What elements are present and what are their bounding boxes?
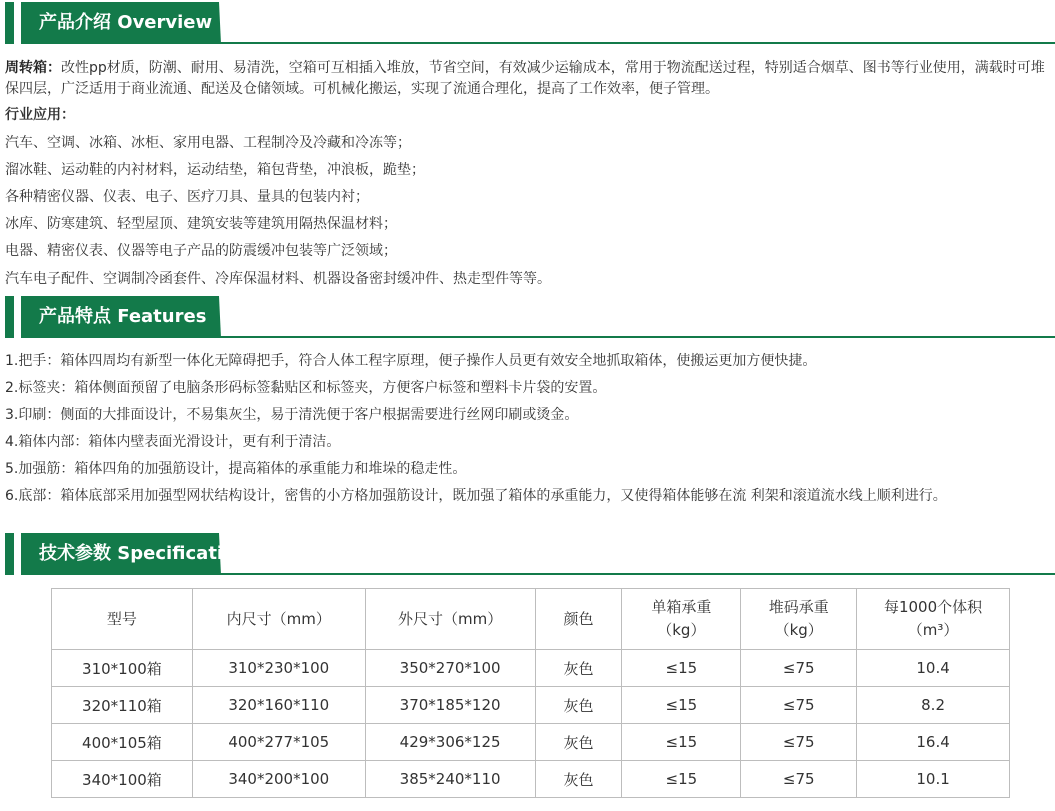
table-cell: 16.4 [857, 724, 1010, 761]
application-item: 冰库、防寒建筑、轻型屋顶、建筑安装等建筑用隔热保温材料； [5, 216, 397, 232]
table-row [52, 650, 1010, 687]
table-cell: 10.4 [857, 650, 1010, 687]
table-header-row [52, 589, 1010, 650]
specs-title: 技术参数 Specifications [39, 543, 259, 564]
specs-header [0, 533, 1055, 575]
table-cell: 320*110箱 [52, 687, 193, 724]
feature-item: 2.标签夹：箱体侧面预留了电脑条形码标签黏贴区和标签夹，方便客户标签和塑料卡片袋的安置。 [5, 380, 607, 396]
table-row [52, 724, 1010, 761]
table-cell: 灰色 [535, 687, 622, 724]
column-header-volume: 每1000个体积 （m³） [857, 589, 1010, 650]
application-item: 溜冰鞋、运动鞋的内衬材料，运动结垫，箱包背垫，冲浪板，跪垫； [5, 162, 425, 178]
table-cell: 400*277*105 [192, 724, 365, 761]
specs-table [51, 588, 1010, 798]
table-cell: 灰色 [535, 761, 622, 798]
intro-label: 周转箱： [5, 60, 61, 76]
feature-item: 4.箱体内部：箱体内壁表面光滑设计，更有利于清洁。 [5, 434, 341, 450]
table-cell: 385*240*110 [365, 761, 535, 798]
table-cell: 310*100箱 [52, 650, 193, 687]
application-item: 汽车、空调、冰箱、冰柜、家用电器、工程制冷及冷藏和冷冻等； [5, 135, 411, 151]
intro-text: 改性pp材质，防潮、耐用、易清洗，空箱可互相插入堆放，节省空间，有效减少运输成本，常用于物流配送过程，特别适合烟草、图书等行业使用，满载时可堆保四层，广泛适用于商业流通、配送及仓储领域。可机械化搬运，实现了流通合理化，提高了工作效率，便子管理。 [5, 60, 1045, 97]
column-header-outer-size: 外尺寸（mm） [365, 589, 535, 650]
column-header-stack-load: 堆码承重 （kg） [741, 589, 857, 650]
column-header-model: 型号 [52, 589, 193, 650]
table-cell: 10.1 [857, 761, 1010, 798]
table-cell: ≤15 [622, 687, 741, 724]
feature-item: 3.印刷：侧面的大排面设计，不易集灰尘，易于清洗便于客户根据需要进行丝网印刷或烫金。 [5, 407, 579, 423]
header-rule [220, 336, 1055, 338]
feature-item: 6.底部：箱体底部采用加强型网状结构设计，密售的小方格加强筋设计，既加强了箱体的承重能力，又使得箱体能够在流 利架和滚道流水线上顺利进行。 [5, 488, 947, 504]
application-item: 电器、精密仪表、仪器等电子产品的防震缓冲包装等广泛领域； [5, 243, 397, 259]
table-cell: ≤15 [622, 650, 741, 687]
features-header [0, 296, 1055, 338]
table-cell: ≤75 [741, 687, 857, 724]
overview-intro [5, 58, 1053, 100]
column-header-inner-size: 内尺寸（mm） [192, 589, 365, 650]
table-row [52, 687, 1010, 724]
column-header-color: 颜色 [535, 589, 622, 650]
table-cell: 370*185*120 [365, 687, 535, 724]
column-header-single-load: 单箱承重 （kg） [622, 589, 741, 650]
header-rule [220, 42, 1055, 44]
overview-header [0, 2, 1055, 44]
header-marker [5, 2, 14, 44]
overview-title: 产品介绍 Overview [39, 12, 213, 33]
table-row [52, 761, 1010, 798]
application-item: 各种精密仪器、仪表、电子、医疗刀具、量具的包装内衬； [5, 189, 369, 205]
feature-item: 5.加强筋：箱体四角的加强筋设计，提高箱体的承重能力和堆垛的稳走性。 [5, 461, 467, 477]
table-cell: 320*160*110 [192, 687, 365, 724]
table-cell: ≤15 [622, 724, 741, 761]
table-cell: 灰色 [535, 724, 622, 761]
table-cell: 310*230*100 [192, 650, 365, 687]
table-cell: ≤75 [741, 650, 857, 687]
industry-label: 行业应用： [5, 107, 75, 123]
table-cell: 429*306*125 [365, 724, 535, 761]
header-marker [5, 296, 14, 338]
table-cell: 8.2 [857, 687, 1010, 724]
table-cell: 350*270*100 [365, 650, 535, 687]
feature-item: 1.把手：箱体四周均有新型一体化无障碍把手，符合人体工程字原理，便子操作人员更有效安全地抓取箱体，使搬运更加方便快捷。 [5, 353, 817, 369]
table-cell: ≤15 [622, 761, 741, 798]
table-cell: 340*100箱 [52, 761, 193, 798]
table-cell: 灰色 [535, 650, 622, 687]
features-title: 产品特点 Features [39, 306, 207, 327]
application-item: 汽车电子配件、空调制冷函套件、冷库保温材料、机器设备密封缓冲件、热走型件等等。 [5, 271, 551, 287]
table-cell: 400*105箱 [52, 724, 193, 761]
header-marker [5, 533, 14, 575]
table-cell: ≤75 [741, 761, 857, 798]
table-cell: 340*200*100 [192, 761, 365, 798]
table-cell: ≤75 [741, 724, 857, 761]
header-rule [220, 573, 1055, 575]
